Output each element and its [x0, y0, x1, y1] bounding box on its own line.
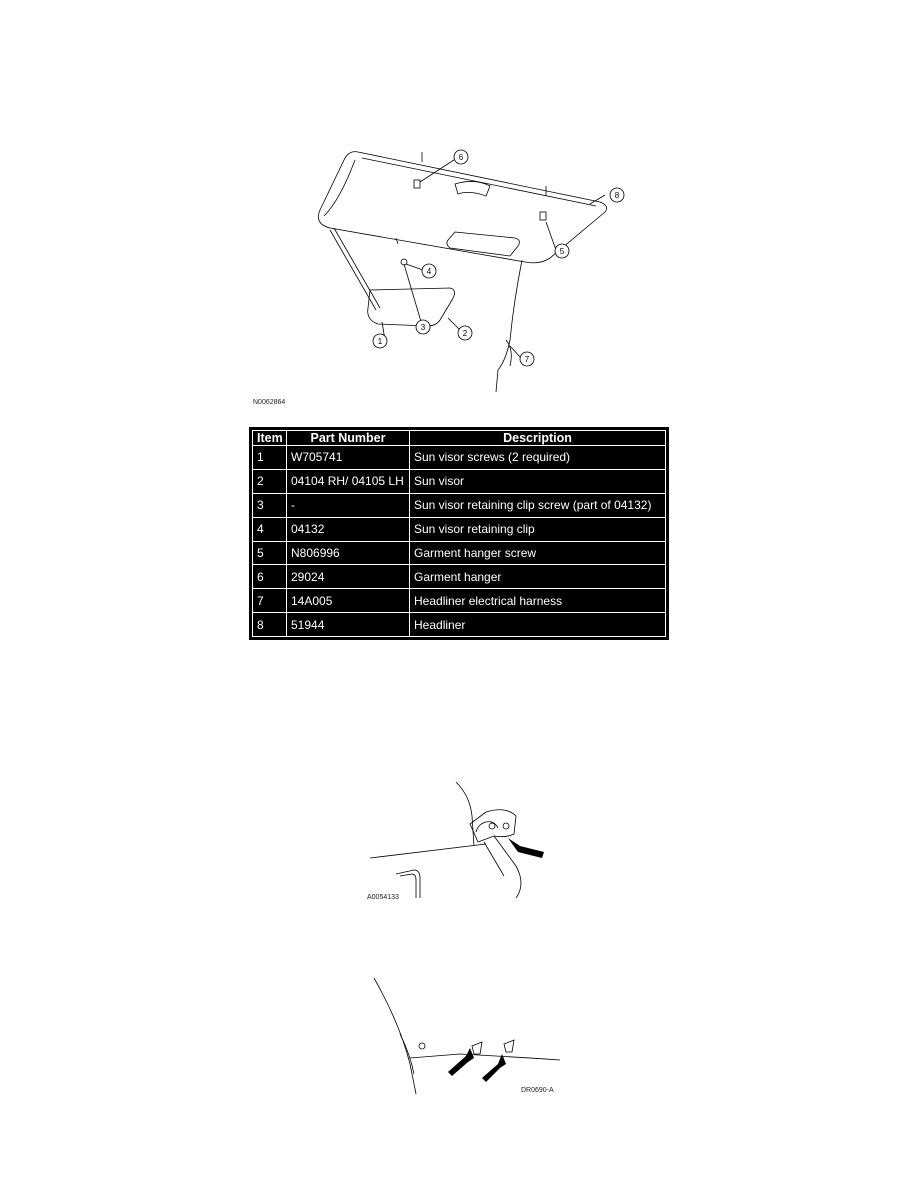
table-row: [253, 517, 666, 541]
figure-code: N0062864: [253, 399, 286, 406]
callout-2: 2: [462, 329, 468, 338]
cell-part-number: N806996: [287, 541, 410, 565]
cell-item: 7: [253, 589, 287, 613]
cell-item: 1: [253, 446, 287, 470]
callout-8: 8: [614, 191, 620, 200]
arrow-icon: [508, 838, 544, 858]
cell-item: 5: [253, 541, 287, 565]
table-row: [253, 613, 666, 637]
table-row: [253, 446, 666, 470]
column-header-item: Item: [253, 431, 287, 446]
cell-description: Headliner electrical harness: [410, 589, 666, 613]
cell-item: 8: [253, 613, 287, 637]
cell-item: 2: [253, 469, 287, 493]
callout-5: 5: [559, 247, 565, 256]
parts-table: [249, 427, 669, 640]
cell-item: 3: [253, 493, 287, 517]
table-row: [253, 589, 666, 613]
arrow-icon: [482, 1054, 506, 1082]
cell-part-number: -: [287, 493, 410, 517]
cell-part-number: 14A005: [287, 589, 410, 613]
visor-clip-detail-diagram: [366, 776, 566, 902]
cell-description: Sun visor retaining clip: [410, 517, 666, 541]
figure-code: DR0690-A: [521, 1087, 554, 1094]
column-header-part-number: Part Number: [287, 431, 410, 446]
cell-description: Sun visor: [410, 469, 666, 493]
cell-part-number: 51944: [287, 613, 410, 637]
arrow-icon: [448, 1048, 474, 1076]
callout-6: 6: [458, 153, 464, 162]
headliner-exploded-diagram: [300, 140, 640, 400]
table-row: [253, 565, 666, 589]
cell-part-number: 04104 RH/ 04105 LH: [287, 469, 410, 493]
table-row: [253, 541, 666, 565]
figure-code: A0054133: [367, 894, 399, 901]
table-header-row: [253, 431, 666, 446]
callout-1: 1: [377, 337, 383, 346]
callout-7: 7: [524, 355, 530, 364]
cell-item: 4: [253, 517, 287, 541]
table-row: [253, 493, 666, 517]
cell-item: 6: [253, 565, 287, 589]
cell-description: Sun visor screws (2 required): [410, 446, 666, 470]
cell-part-number: 04132: [287, 517, 410, 541]
cell-part-number: W705741: [287, 446, 410, 470]
callout-3: 3: [420, 323, 426, 332]
callout-4: 4: [426, 267, 432, 276]
table-row: [253, 469, 666, 493]
garment-hanger-detail-diagram: [370, 974, 566, 1096]
cell-part-number: 29024: [287, 565, 410, 589]
cell-description: Headliner: [410, 613, 666, 637]
cell-description: Garment hanger: [410, 565, 666, 589]
column-header-description: Description: [410, 431, 666, 446]
cell-description: Sun visor retaining clip screw (part of 04132): [410, 493, 666, 517]
cell-description: Garment hanger screw: [410, 541, 666, 565]
